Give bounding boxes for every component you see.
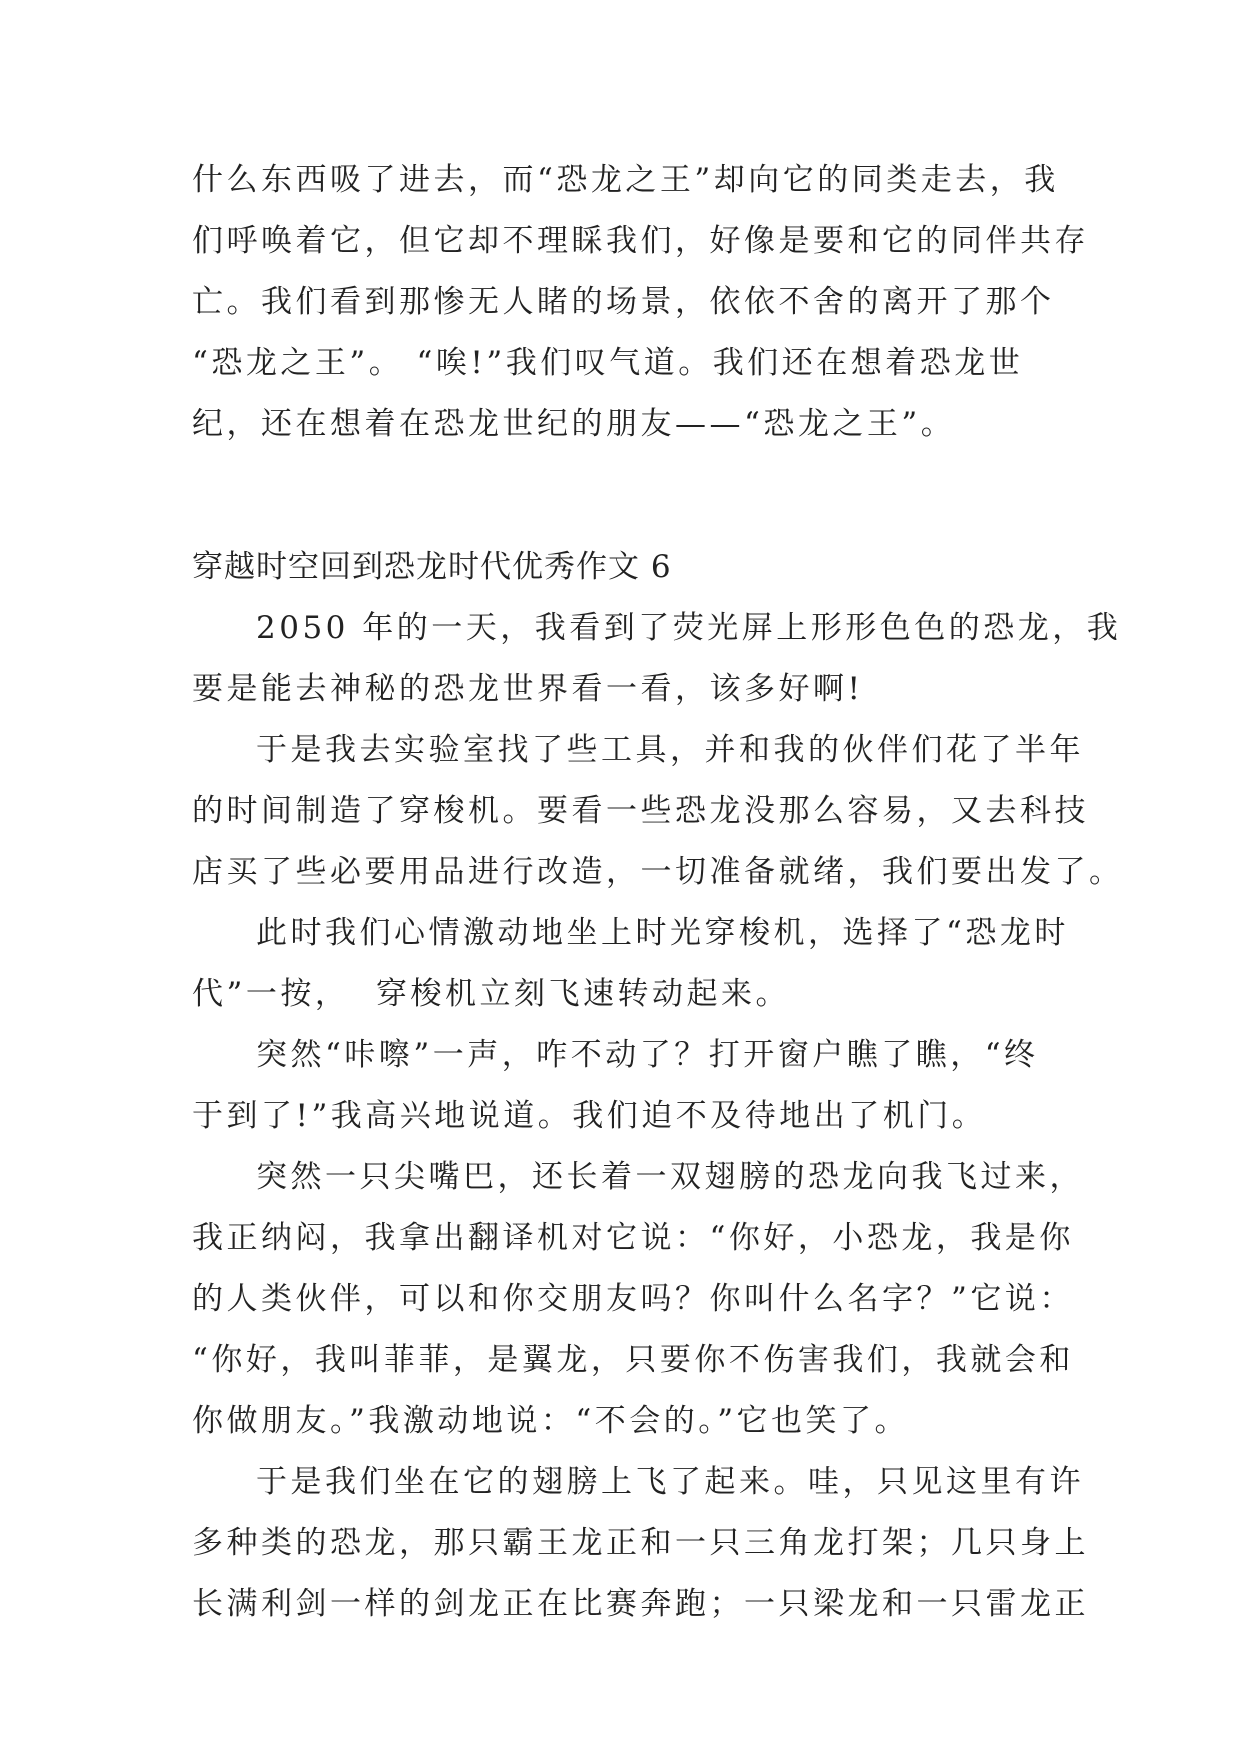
text-line: 2050 年的一天，我看到了荧光屏上形形色色的恐龙，我: [256, 610, 1122, 646]
text-line: 什么东西吸了进去，而“恐龙之王”却向它的同类走去，我: [192, 162, 1059, 198]
text-line: 你做朋友。”我激动地说：“不会的。”它也笑了。: [192, 1403, 910, 1439]
text-line: 长满利剑一样的剑龙正在比赛奔跑；一只梁龙和一只雷龙正: [192, 1586, 1089, 1622]
section-gap: [192, 455, 1052, 537]
paragraph: [192, 598, 1122, 720]
text-line: 突然一只尖嘴巴，还长着一双翅膀的恐龙向我飞过来，: [256, 1159, 1084, 1195]
text-line: 于是我们坐在它的翅膀上飞了起来。哇，只见这里有许: [256, 1464, 1084, 1500]
text-line: 的时间制造了穿梭机。要看一些恐龙没那么容易，又去科技: [192, 793, 1089, 829]
paragraph: [192, 1147, 1084, 1452]
paragraph: [192, 903, 1069, 1025]
previous-essay-ending: [192, 150, 1089, 455]
text-line: 店买了些必要用品进行改造，一切准备就绪，我们要出发了。: [192, 854, 1124, 890]
text-line: “你好，我叫菲菲，是翼龙，只要你不伤害我们，我就会和: [192, 1342, 1074, 1378]
text-line: 纪，还在想着在恐龙世纪的朋友——“恐龙之王”。: [192, 406, 956, 442]
essay-title: 穿越时空回到恐龙时代优秀作文 6: [192, 549, 672, 585]
text-line: 要是能去神秘的恐龙世界看一看，该多好啊!: [192, 671, 864, 707]
paragraph: [192, 1025, 1052, 1147]
text-line: 突然“咔嚓”一声，咋不动了？打开窗户瞧了瞧，“终: [256, 1037, 1039, 1073]
text-line: 于是我去实验室找了些工具，并和我的伙伴们花了半年: [256, 732, 1084, 768]
text-line: 的人类伙伴，可以和你交朋友吗？你叫什么名字？”它说：: [192, 1281, 1074, 1317]
paragraph: [192, 1452, 1089, 1635]
document-page: [192, 150, 1124, 1635]
text-line: 多种类的恐龙，那只霸王龙正和一只三角龙打架；几只身上: [192, 1525, 1089, 1561]
text-line: 亡。我们看到那惨无人睹的场景，依依不舍的离开了那个: [192, 284, 1055, 320]
text-line: 于到了!”我高兴地说道。我们迫不及待地出了机门。: [192, 1098, 987, 1134]
paragraph: [192, 720, 1124, 903]
text-line: 代”一按， 穿梭机立刻飞速转动起来。: [192, 976, 791, 1012]
text-line: 此时我们心情激动地坐上时光穿梭机，选择了“恐龙时: [256, 915, 1069, 951]
text-line: “恐龙之王”。 “唉!”我们叹气道。我们还在想着恐龙世: [192, 345, 1024, 381]
text-line: 们呼唤着它，但它却不理睬我们，好像是要和它的同伴共存: [192, 223, 1089, 259]
essay-body: [192, 598, 1124, 1635]
text-line: 我正纳闷，我拿出翻译机对它说：“你好，小恐龙，我是你: [192, 1220, 1074, 1256]
